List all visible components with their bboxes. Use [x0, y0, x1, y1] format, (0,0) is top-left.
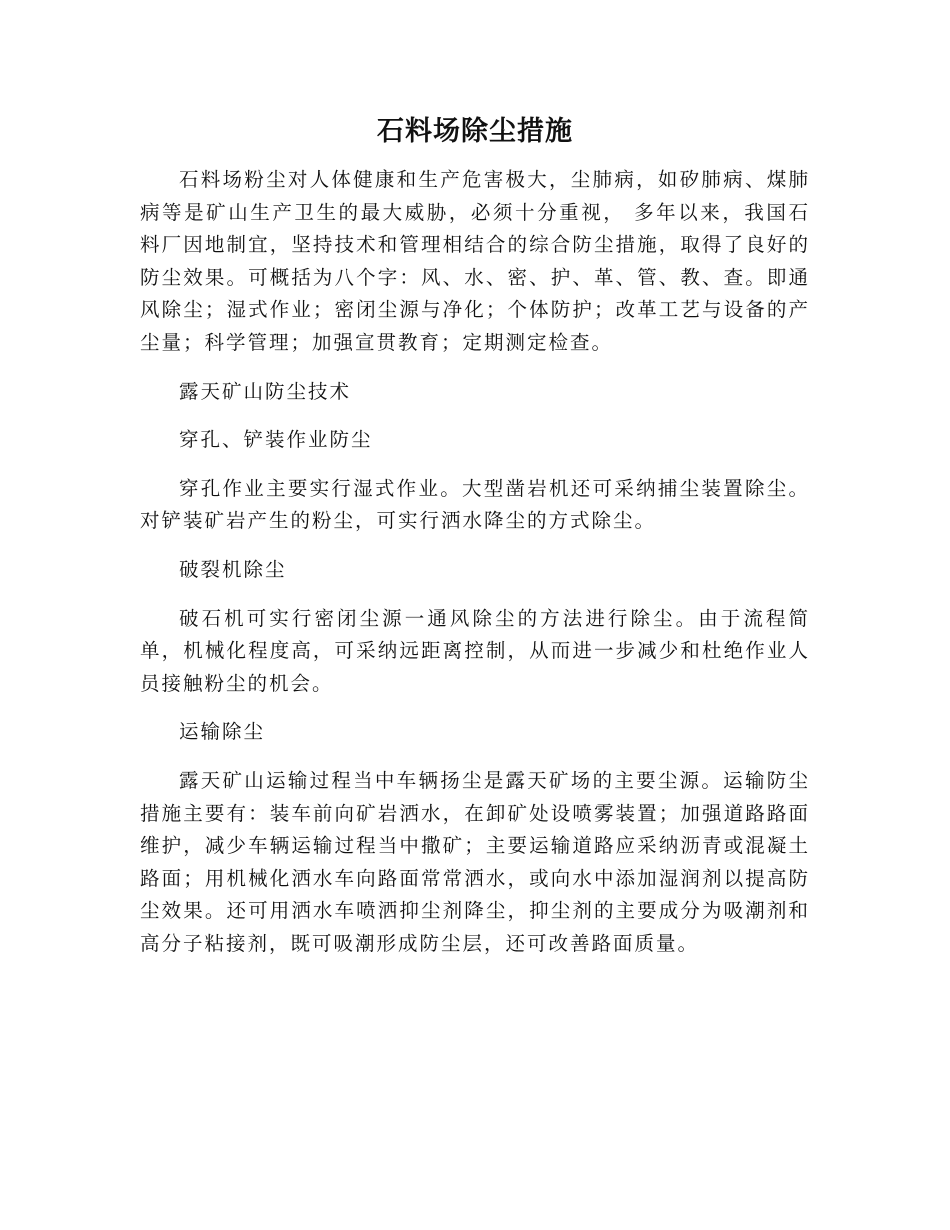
- section-heading-drilling: 穿孔、铲装作业防尘: [179, 428, 373, 452]
- intro-paragraph: 石料场粉尘对人体健康和生产危害极大，尘肺病，如矽肺病、煤肺病等是矿山生产卫生的最大威胁，必须十分重视， 多年以来，我国石料厂因地制宜，坚持技术和管理相结合的综合防尘措施，取得了良好的防尘效果。可概括为八个字：风、水、密、护、革、管、教、查。即通风除尘；湿式作业；密闭尘源与净化；个体防护；改革工艺与设备的产尘量；科学管理；加强宣贯教育；定期测定检查。: [140, 168, 810, 354]
- section-heading-transport: 运输除尘: [179, 720, 266, 744]
- document-page: [140, 110, 810, 976]
- crusher-paragraph: 破石机可实行密闭尘源一通风除尘的方法进行除尘。由于流程简单，机械化程度高，可采纳远距离控制，从而进一步减少和杜绝作业人员接触粉尘的机会。: [140, 606, 810, 695]
- section-heading-crusher: 破裂机除尘: [179, 557, 287, 581]
- document-title: 石料场除尘措施: [377, 116, 573, 147]
- transport-paragraph: 露天矿山运输过程当中车辆扬尘是露天矿场的主要尘源。运输防尘措施主要有：装车前向矿岩洒水，在卸矿处设喷雾装置；加强道路路面维护，减少车辆运输过程当中撒矿；主要运输道路应采纳沥青或混凝土路面；用机械化洒水车向路面常常洒水，或向水中添加湿润剂以提高防尘效果。还可用洒水车喷洒抑尘剂降尘，抑尘剂的主要成分为吸潮剂和高分子粘接剂，既可吸潮形成防尘层，还可改善路面质量。: [140, 768, 810, 955]
- drilling-paragraph: 穿孔作业主要实行湿式作业。大型凿岩机还可采纳捕尘装置除尘。对铲装矿岩产生的粉尘，可实行洒水降尘的方式除尘。: [140, 476, 810, 533]
- section-heading-open-pit: 露天矿山防尘技术: [179, 379, 352, 403]
